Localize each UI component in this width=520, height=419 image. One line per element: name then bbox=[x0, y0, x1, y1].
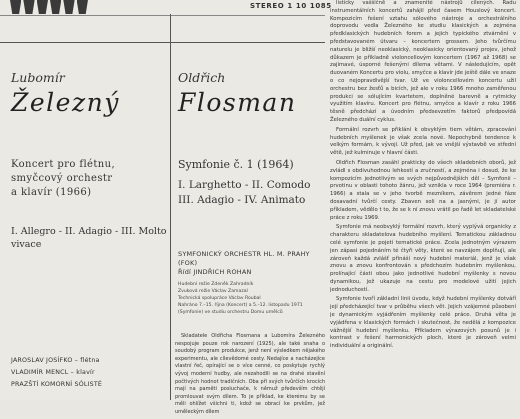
recording-credits bbox=[178, 250, 326, 316]
liner-notes-paragraph: Symfonie tvoří základní linii úvodu, když hudební myšlenky dotváří její předcházející tvar v průběhu všech vět. Jejich vzájemné působení je dynamickým vyjádřením myšlenky celé práce. Druhá věta je vyjádřena v klasických formách i skutečnost, že nedělá z kompozice vážnější hudební myšlenku. Příkladem výrazových posunů je i kontrast v řešení harmonických ploch, které je zároveň velmi individuální a originální. bbox=[330, 296, 516, 350]
liner-notes-paragraph: listicky vaššičně a znamenité nástrojů cílených. Řadu instrumentálních koncertů zahájil před časem Houslový koncert. Kompozicím řešení vztahu sólového nástroje a orchestrálního doprovodu vedla Železného ke studiu klasických a zejména předklasických hudebních forem a jejich typického ztvárnění v představovaném útvaru – koncertem grossem. Jeho tvůrčímu naturelu je bližší neoklasický, neoklasicky orientovaný projev, jehož důkazem je příkladně violoncellovým koncertem (1967 až 1968) se zajímavé, úsporné řešenými dílema větami. V následujícím, opět duovaném Koncertu pro violu, smyčce a klavír jde ještě dále ve snaze o co nejopravdivější tvar. Už ve violoncellovém koncertu užil orchestru bez žesťů a bicích, jež ale v roku 1966 mnoho zaměřenou produkci se sólujícím kvartetem, doplněné barevně a rytmicky využitím klavíru. Koncert pro flétnu, smyčce a klavír z roku 1966 těsně předchází a úvodním předsevzetím faktorů předpovídá Železného duální cyklus. bbox=[330, 0, 516, 123]
production-line: Zvuková režie Václav Zamazal bbox=[178, 289, 248, 294]
catalog-number: STEREO 1 10 1085 bbox=[250, 2, 332, 10]
production-line: (Symfonie) ve studiu orchestru Domu umělců bbox=[178, 310, 283, 315]
left-composer-last-name: Železný bbox=[11, 88, 120, 117]
production-credits bbox=[178, 281, 326, 316]
performer-line: JAROSLAV JOSÍFKO – flétna bbox=[11, 357, 100, 364]
header-divider bbox=[0, 42, 325, 43]
performer-line: VLADIMÍR MENCL – klavír bbox=[11, 369, 95, 376]
top-divider bbox=[0, 15, 325, 16]
right-movement-line: I. Larghetto - II. Comodo bbox=[178, 179, 311, 191]
orchestra-line: SYMFONICKÝ ORCHESTR HL. M. PRAHY (FOK) bbox=[178, 250, 310, 267]
left-work-line: a klavír (1966) bbox=[11, 187, 92, 198]
left-composer-first-name: Lubomír bbox=[11, 70, 65, 85]
production-line: Nahráno 7.–15. října (Koncert) a 5.–12. listopadu 1971 bbox=[178, 303, 303, 308]
right-composer-last-name: Flosman bbox=[178, 88, 297, 117]
left-movement-line: I. Allegro - II. Adagio - III. Molto bbox=[11, 226, 167, 237]
production-line: Hudební režie Zdeněk Zahradník bbox=[178, 282, 254, 287]
right-movement-line: III. Adagio - IV. Animato bbox=[178, 193, 306, 206]
right-movements bbox=[178, 178, 328, 207]
performer-line: PRAZŠTÍ KOMORNÍ SÓLISTÉ bbox=[11, 381, 103, 388]
left-movements bbox=[11, 225, 171, 251]
left-performers bbox=[11, 355, 166, 391]
conductor-line: Řídí JINDŘICH ROHAN bbox=[178, 268, 252, 276]
ornament-icon bbox=[10, 0, 88, 14]
column-divider bbox=[170, 14, 171, 400]
right-work-title: Symfonie č. 1 (1964) bbox=[178, 158, 294, 171]
right-composer-first-name: Oldřich bbox=[178, 70, 226, 85]
liner-notes-paragraph: Oldřich Flosman zasáhl prakticky do všech skladebních oborů, jež zvládl s obdivuhodnou lehkostí a zručností, a zejména i dosud, že ke kompozicím jednotlivým se svých nejpůvodnějších děl – Symfonii – prvotinu v oblasti tohoto žánru, jež vznikla v roce 1964 (premiéra r. 1966) a stala se v jeho tvorbě mezníkem, závěrem jedné fáze dosavadní tvůrčí cesty. Zbaven soli na a jasnými, je jí autor příkladem, vědělo t to, že se k ní znovu vrátil po řadě let skladatelské práce z roku 1969. bbox=[330, 159, 516, 221]
left-work-line: smyčcový orchestr bbox=[11, 173, 113, 184]
liner-notes-paragraph: Symfonie má neobvyklý formální rozvrh, který vyplývá organicky z charakteru skladatelova hudebního myšlení. Tematickou základnou celé symfonie je pojetí tematické práce. Zcela jednotným výrazem jen zápasi pojednáním té čtyři věty, které se navzájem doplňují, ale zároveň každá zvlášť přináší nový hudební materiál, jenž je však znovu a znovu konfrontován s předchozím hudebním myšlenkou, prolínající části obou jako jednotlivé hudební myšlenky s novou dynamikou, jež ukazuje na cestu pro modelové užití jejich jednoduchostí. bbox=[330, 224, 516, 293]
left-work-title bbox=[11, 158, 166, 200]
production-line: Technická spolupráce Václav Roubal bbox=[178, 296, 261, 301]
liner-notes-right bbox=[330, 0, 516, 400]
liner-notes-middle bbox=[175, 333, 325, 419]
left-work-line: Koncert pro flétnu, bbox=[11, 159, 116, 170]
liner-notes-paragraph: Formální rozvrh se přiklání k obvyklým tiem větám, zpracování hudebních myšlenek je však zcela nové. Nepochybně tendence k velkým formám, k vývoji. Už před, jak ve vnější výstavbě ve střední větě, jež kulminuje v hlavní části. bbox=[330, 126, 516, 157]
orchestra-credit bbox=[178, 250, 326, 277]
liner-notes-paragraph: Skladatele Oldřicha Flosmana a Lubomíra Železného nespojuje pouze rok narození (1925), ale také snaha o soudobý program produkce, jenž není výsledkem nějakého experimentu, ale cílevědomé cesty. Nedajíce a nacházejíce vlastní řeč, opírající se o více cenné, co poskytuje rychlý vývoj moderní hudby, ale nezahodili se na drahé stavění počtivých hodnot tradičních. Oba při svých tvůrčích krocích mají na paměti posluchače, k němuž především chtějí promlouvat svým dílem. To je příklad, ke kterému by se měli ohlížet všichni ti, kdož se obrací ke prvkům, jež uměleckým dílem bbox=[175, 333, 325, 415]
left-movement-line: vivace bbox=[11, 239, 42, 250]
